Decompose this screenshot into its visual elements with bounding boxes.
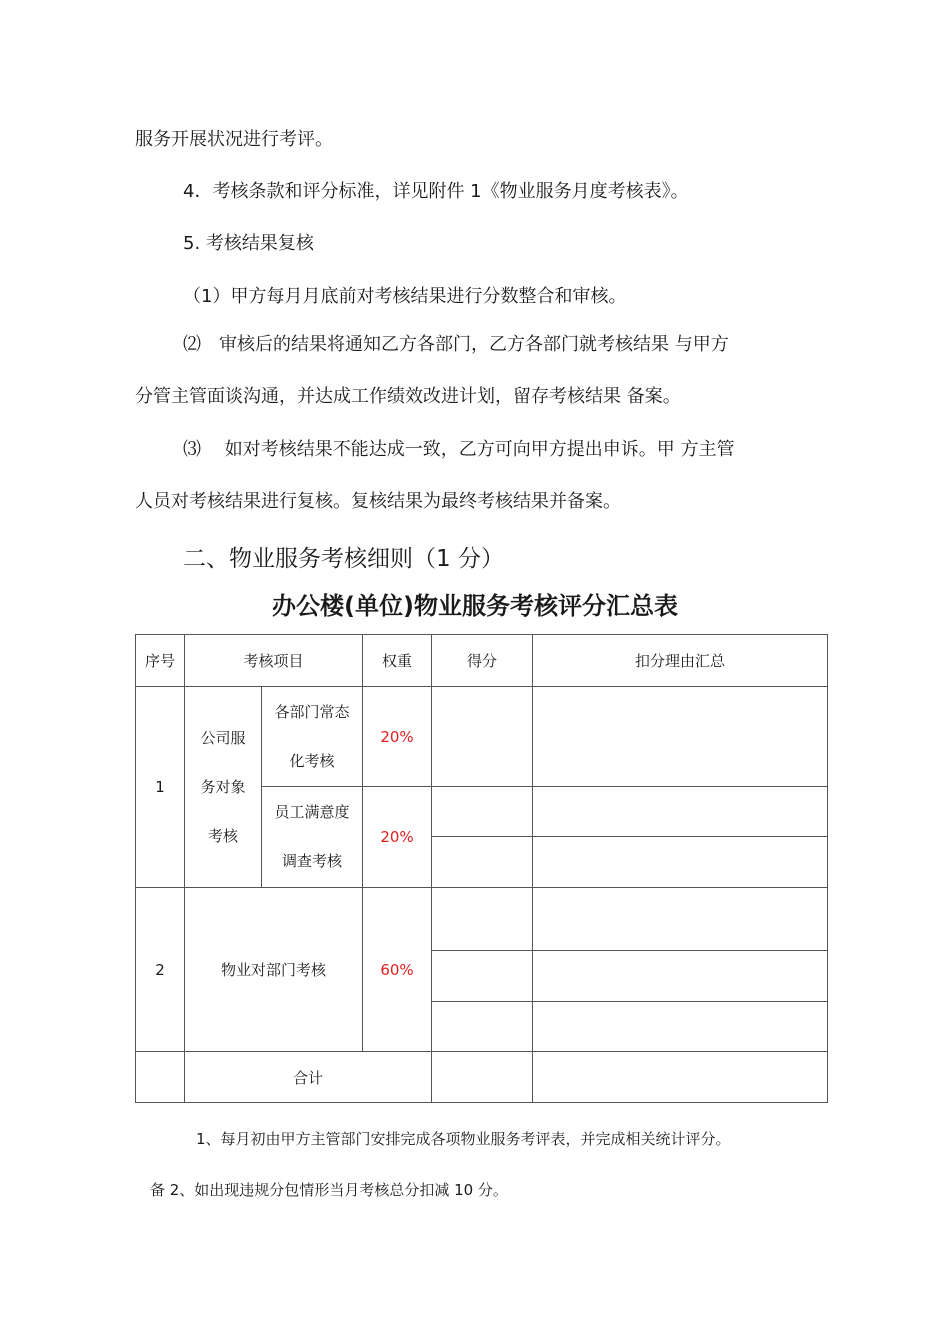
table-row bbox=[136, 888, 828, 951]
score-cell[interactable] bbox=[432, 837, 533, 888]
score-cell[interactable] bbox=[432, 888, 533, 951]
row1-sub1-line: 各部门常态 bbox=[274, 702, 350, 721]
row1-sub2-weight: 20% bbox=[363, 787, 432, 888]
row1-sub2-line: 调查考核 bbox=[282, 852, 343, 870]
summary-table bbox=[135, 634, 828, 1103]
row1-no: 1 bbox=[136, 687, 185, 888]
total-label: 合计 bbox=[185, 1052, 432, 1103]
reason-cell[interactable] bbox=[533, 951, 828, 1002]
row1-category-line: 务对象 bbox=[200, 777, 246, 796]
row2-item: 物业对部门考核 bbox=[185, 888, 363, 1052]
paragraph-line-8: 人员对考核结果进行复核。复核结果为最终考核结果并备案。 bbox=[135, 491, 621, 512]
score-cell[interactable] bbox=[432, 951, 533, 1002]
total-score-cell[interactable] bbox=[432, 1052, 533, 1103]
header-weight: 权重 bbox=[363, 635, 432, 687]
header-no: 序号 bbox=[136, 635, 185, 687]
table-title: 办公楼(单位)物业服务考核评分汇总表 bbox=[272, 592, 678, 620]
row1-sub2-item bbox=[262, 787, 363, 888]
paragraph-line-7: ⑶ 如对考核结果不能达成一致，乙方可向甲方提出申诉。甲 方主管 bbox=[183, 439, 735, 460]
section-heading: 二、物业服务考核细则（1 分） bbox=[183, 546, 504, 572]
paragraph-line-6: 分管主管面谈沟通，并达成工作绩效改进计划，留存考核结果 备案。 bbox=[135, 386, 681, 407]
reason-cell[interactable] bbox=[533, 888, 828, 951]
header-score: 得分 bbox=[432, 635, 533, 687]
total-reason-cell[interactable] bbox=[533, 1052, 828, 1103]
total-no-cell bbox=[136, 1052, 185, 1103]
score-cell[interactable] bbox=[432, 1002, 533, 1052]
paragraph-line-2: 4．考核条款和评分标准，详见附件 1《物业服务月度考核表》。 bbox=[183, 181, 689, 202]
paragraph-line-1: 服务开展状况进行考评。 bbox=[135, 129, 333, 150]
row2-weight: 60% bbox=[363, 888, 432, 1052]
paragraph-line-5: ⑵ 审核后的结果将通知乙方各部门，乙方各部门就考核结果 与甲方 bbox=[183, 334, 729, 355]
row1-category-line: 公司服 bbox=[200, 728, 246, 747]
row1-sub1-weight: 20% bbox=[363, 687, 432, 787]
paragraph-line-3: 5. 考核结果复核 bbox=[183, 233, 314, 254]
paragraph-line-4: （1）甲方每月月底前对考核结果进行分数整合和审核。 bbox=[183, 286, 627, 307]
score-cell[interactable] bbox=[432, 687, 533, 787]
score-cell[interactable] bbox=[432, 787, 533, 837]
reason-cell[interactable] bbox=[533, 1002, 828, 1052]
table-total-row bbox=[136, 1052, 828, 1103]
table-row bbox=[136, 687, 828, 787]
row1-sub2-line: 员工满意度 bbox=[274, 803, 350, 821]
reason-cell[interactable] bbox=[533, 787, 828, 837]
row1-category bbox=[185, 687, 262, 888]
header-item: 考核项目 bbox=[185, 635, 363, 687]
reason-cell[interactable] bbox=[533, 687, 828, 787]
table-header-row bbox=[136, 635, 828, 687]
row1-category-line: 考核 bbox=[207, 826, 238, 845]
note-1: 1、每月初由甲方主管部门安排完成各项物业服务考评表，并完成相关统计评分。 bbox=[196, 1130, 731, 1148]
row1-sub1-item bbox=[262, 687, 363, 787]
row2-no: 2 bbox=[136, 888, 185, 1052]
note-2: 备 2、如出现违规分包情形当月考核总分扣减 10 分。 bbox=[150, 1181, 508, 1199]
row1-sub1-line: 化考核 bbox=[289, 751, 335, 770]
reason-cell[interactable] bbox=[533, 837, 828, 888]
header-reason: 扣分理由汇总 bbox=[533, 635, 828, 687]
